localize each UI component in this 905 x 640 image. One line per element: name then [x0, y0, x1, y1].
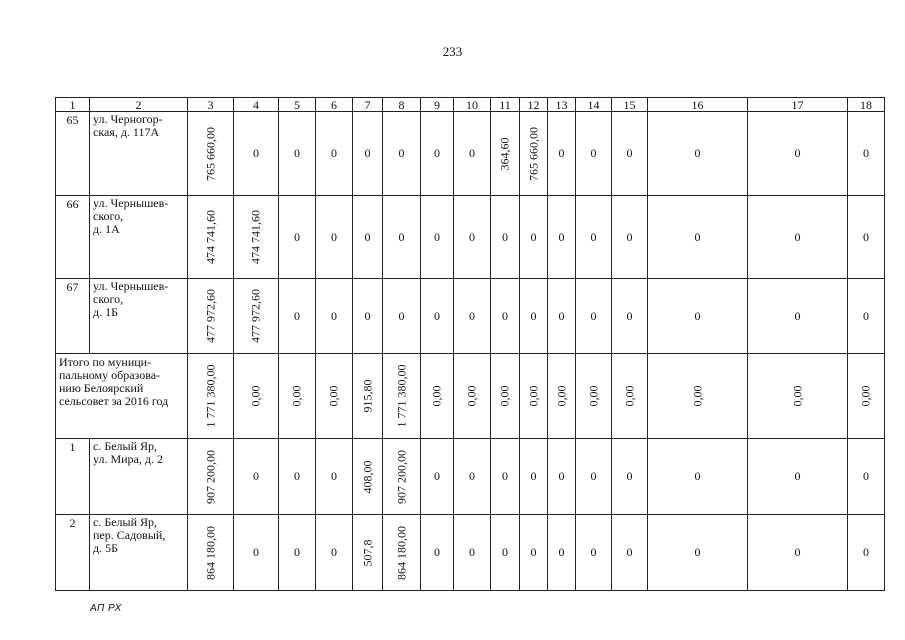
header-cell: 7	[353, 98, 383, 112]
rotated-value: 0,00	[429, 385, 444, 407]
rotated-value: 907 200,00	[394, 449, 408, 504]
total-label: Итого по муници- пальному образова- нию Белоярский сельсовет за 2016 год	[56, 354, 188, 439]
value-cell: 0	[520, 279, 548, 354]
header-cell: 5	[279, 98, 316, 112]
value-cell	[316, 354, 353, 439]
value-cell: 0	[454, 196, 491, 279]
header-cell: 1	[56, 98, 90, 112]
address-cell: ул. Чернышев- ского, д. 1А	[90, 196, 188, 279]
value-cell	[279, 354, 316, 439]
row-number: 66	[56, 196, 90, 279]
value-cell	[234, 354, 279, 439]
table-row	[56, 279, 885, 354]
row-number: 1	[56, 439, 90, 515]
value-cell	[848, 354, 885, 439]
value-cell	[421, 354, 454, 439]
value-cell: 0	[454, 515, 491, 591]
value-cell: 0	[279, 279, 316, 354]
value-cell: 0	[383, 112, 421, 196]
value-cell: 0	[576, 112, 612, 196]
value-cell: 0	[316, 279, 353, 354]
header-cell: 12	[520, 98, 548, 112]
row-number: 65	[56, 112, 90, 196]
value-cell: 0	[576, 279, 612, 354]
rotated-value: 0,00	[326, 385, 341, 407]
value-cell	[491, 354, 520, 439]
value-cell: 0	[316, 196, 353, 279]
rotated-value: 1 771 380,00	[394, 364, 408, 428]
rotated-value: 408,00	[360, 460, 374, 493]
value-cell: 0	[279, 515, 316, 591]
header-cell: 2	[90, 98, 188, 112]
rotated-value: 864 180,00	[394, 525, 408, 580]
value-cell: 0	[520, 439, 548, 515]
value-cell	[520, 354, 548, 439]
value-cell: 0	[421, 515, 454, 591]
rotated-value: 0,00	[289, 385, 304, 407]
header-cell: 6	[316, 98, 353, 112]
footer-mark: АП РХ	[90, 603, 122, 614]
header-cell: 16	[648, 98, 748, 112]
value-cell: 0	[421, 196, 454, 279]
header-cell: 3	[188, 98, 234, 112]
value-cell	[576, 354, 612, 439]
value-cell: 0	[748, 279, 848, 354]
value-cell	[353, 354, 383, 439]
value-cell: 0	[454, 112, 491, 196]
value-cell: 0	[520, 515, 548, 591]
value-cell	[548, 354, 576, 439]
rotated-value: 474 741,60	[203, 210, 217, 264]
rotated-value: 915,80	[360, 379, 374, 413]
value-cell: 0	[454, 279, 491, 354]
rotated-value: 1 771 380,00	[203, 364, 217, 428]
value-cell	[234, 196, 279, 279]
value-cell: 0	[353, 112, 383, 196]
rotated-value: 0,00	[622, 385, 636, 407]
table-row	[56, 112, 885, 196]
value-cell	[188, 112, 234, 196]
header-row	[56, 98, 885, 112]
rotated-value: 0,00	[586, 385, 600, 407]
value-cell: 0	[748, 439, 848, 515]
value-cell	[383, 515, 421, 591]
value-cell: 0	[612, 515, 648, 591]
value-cell: 0	[748, 196, 848, 279]
address-cell: ул. Чернышев- ского, д. 1Б	[90, 279, 188, 354]
rotated-value: 0,00	[790, 385, 804, 407]
address-cell: с. Белый Яр, пер. Садовый, д. 5Б	[90, 515, 188, 591]
rotated-value: 477 972,60	[248, 289, 263, 343]
value-cell: 0	[648, 196, 748, 279]
address-cell: ул. Черногор- ская, д. 117А	[90, 112, 188, 196]
value-cell	[520, 112, 548, 196]
value-cell: 0	[421, 439, 454, 515]
value-cell: 0	[548, 439, 576, 515]
rotated-value: 864 180,00	[203, 525, 217, 580]
value-cell	[188, 354, 234, 439]
rotated-value: 0,00	[858, 385, 873, 407]
value-cell	[188, 279, 234, 354]
value-cell: 0	[548, 196, 576, 279]
value-cell: 0	[491, 439, 520, 515]
value-cell: 0	[316, 439, 353, 515]
value-cell: 0	[353, 279, 383, 354]
value-cell: 0	[353, 196, 383, 279]
rotated-value: 907 200,00	[203, 449, 217, 504]
value-cell: 0	[848, 439, 885, 515]
value-cell: 0	[234, 439, 279, 515]
value-cell: 0	[576, 515, 612, 591]
rotated-value: 0,00	[464, 385, 479, 407]
value-cell: 0	[612, 439, 648, 515]
value-cell: 0	[491, 515, 520, 591]
value-cell	[188, 196, 234, 279]
rotated-value: 364,60	[497, 137, 512, 170]
header-cell: 14	[576, 98, 612, 112]
rotated-value: 765 660,00	[526, 126, 540, 181]
value-cell: 0	[491, 279, 520, 354]
value-cell: 0	[648, 515, 748, 591]
value-cell: 0	[279, 439, 316, 515]
rotated-value: 0,00	[690, 385, 704, 407]
value-cell	[188, 515, 234, 591]
page-number: 233	[442, 44, 463, 59]
header-cell: 8	[383, 98, 421, 112]
value-cell: 0	[648, 279, 748, 354]
value-cell: 0	[848, 515, 885, 591]
rotated-value: 0,00	[497, 385, 512, 407]
rotated-value: 0,00	[526, 385, 540, 407]
value-cell: 0	[612, 112, 648, 196]
table-row	[56, 196, 885, 279]
value-cell: 0	[279, 196, 316, 279]
value-cell: 0	[848, 112, 885, 196]
value-cell: 0	[234, 112, 279, 196]
value-cell: 0	[848, 196, 885, 279]
value-cell	[748, 354, 848, 439]
value-cell: 0	[848, 279, 885, 354]
value-cell: 0	[383, 279, 421, 354]
value-cell: 0	[279, 112, 316, 196]
value-cell: 0	[421, 279, 454, 354]
value-cell: 0	[748, 112, 848, 196]
rotated-value: 0,00	[554, 385, 568, 407]
value-cell: 0	[748, 515, 848, 591]
rotated-value: 477 972,60	[203, 289, 217, 343]
table-row	[56, 439, 885, 515]
value-cell: 0	[612, 279, 648, 354]
header-cell: 11	[491, 98, 520, 112]
value-cell: 0	[576, 196, 612, 279]
value-cell: 0	[648, 112, 748, 196]
value-cell	[491, 112, 520, 196]
row-number: 67	[56, 279, 90, 354]
value-cell	[383, 354, 421, 439]
rotated-value: 765 660,00	[203, 126, 217, 181]
value-cell: 0	[648, 439, 748, 515]
value-cell	[454, 354, 491, 439]
value-cell: 0	[548, 279, 576, 354]
value-cell: 0	[421, 112, 454, 196]
value-cell	[612, 354, 648, 439]
value-cell: 0	[383, 196, 421, 279]
rotated-value: 474 741,60	[248, 210, 263, 264]
value-cell	[648, 354, 748, 439]
header-cell: 15	[612, 98, 648, 112]
header-cell: 13	[548, 98, 576, 112]
total-row	[56, 354, 885, 439]
value-cell: 0	[491, 196, 520, 279]
value-cell	[234, 279, 279, 354]
value-cell	[383, 439, 421, 515]
header-cell: 9	[421, 98, 454, 112]
value-cell	[353, 439, 383, 515]
address-cell: с. Белый Яр, ул. Мира, д. 2	[90, 439, 188, 515]
value-cell: 0	[548, 112, 576, 196]
value-cell	[188, 439, 234, 515]
row-number: 2	[56, 515, 90, 591]
header-cell: 4	[234, 98, 279, 112]
value-cell: 0	[576, 439, 612, 515]
value-cell: 0	[234, 515, 279, 591]
value-cell: 0	[548, 515, 576, 591]
value-cell: 0	[520, 196, 548, 279]
header-cell: 17	[748, 98, 848, 112]
table-row	[56, 515, 885, 591]
rotated-value: 507,8	[360, 539, 374, 566]
value-cell	[353, 515, 383, 591]
value-cell: 0	[316, 515, 353, 591]
value-cell: 0	[316, 112, 353, 196]
value-cell: 0	[612, 196, 648, 279]
rotated-value: 0,00	[248, 385, 263, 407]
data-table	[55, 97, 885, 591]
header-cell: 18	[848, 98, 885, 112]
value-cell: 0	[454, 439, 491, 515]
header-cell: 10	[454, 98, 491, 112]
